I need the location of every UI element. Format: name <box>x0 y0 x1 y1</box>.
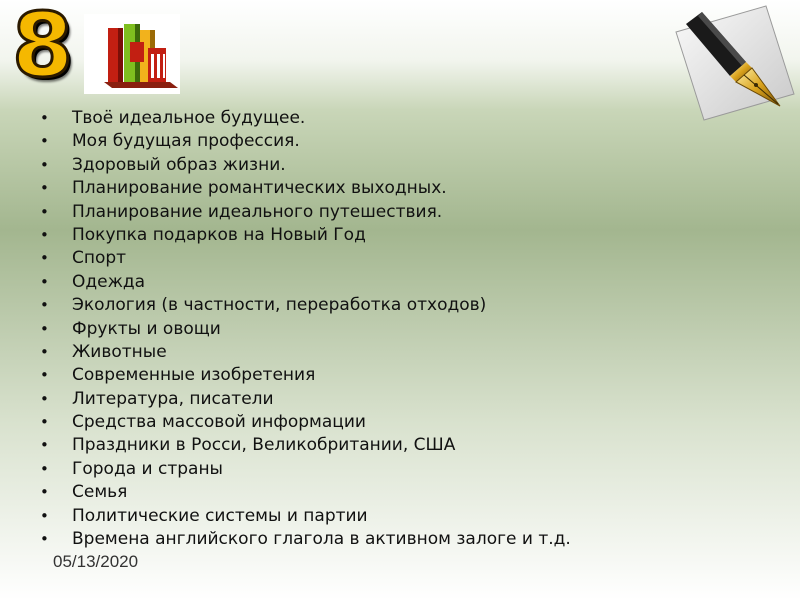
bullet-icon: • <box>40 272 49 291</box>
bullet-icon: • <box>40 366 49 385</box>
bullet-icon: • <box>40 530 49 549</box>
list-item <box>40 341 571 364</box>
list-item <box>40 271 571 294</box>
bullet-icon: • <box>40 249 49 268</box>
list-item <box>40 154 571 177</box>
bullet-icon: • <box>40 506 49 525</box>
list-item-text: Праздники в Росси, Великобритании, США <box>72 435 456 456</box>
list-item <box>40 388 571 411</box>
list-item-text: Планирование идеального путешествия. <box>72 201 443 222</box>
list-item-text: Здоровый образ жизни. <box>72 154 286 175</box>
list-item <box>40 201 571 224</box>
list-item <box>40 481 571 504</box>
list-item-text: Литература, писатели <box>72 388 274 409</box>
bullet-icon: • <box>40 132 49 151</box>
list-item <box>40 130 571 153</box>
list-item-text: Покупка подарков на Новый Год <box>72 224 366 245</box>
list-item <box>40 294 571 317</box>
list-item-text: Одежда <box>72 271 146 292</box>
list-item-text: Спорт <box>72 248 127 269</box>
bullet-icon: • <box>40 436 49 455</box>
bullet-icon: • <box>40 155 49 174</box>
list-item-text: Животные <box>72 341 167 362</box>
list-item <box>40 505 571 528</box>
list-item-text: Времена английского глагола в активном залоге и т.д. <box>72 529 571 550</box>
list-item-text: Политические системы и партии <box>72 505 368 526</box>
bullet-icon: • <box>40 342 49 361</box>
list-item <box>40 224 571 247</box>
list-item-text: Твоё идеальное будущее. <box>72 108 306 128</box>
list-item-text: Экология (в частности, переработка отходов) <box>72 295 487 316</box>
list-item <box>40 318 571 341</box>
list-item <box>40 107 571 130</box>
bullet-icon: • <box>40 202 49 221</box>
fountain-pen-icon <box>668 4 798 122</box>
bullet-icon: • <box>40 296 49 315</box>
bullet-icon: • <box>40 179 49 198</box>
topic-list <box>40 107 571 551</box>
books-icon <box>84 14 180 94</box>
bullet-icon: • <box>40 319 49 338</box>
list-item <box>40 458 571 481</box>
list-item <box>40 247 571 270</box>
list-item <box>40 364 571 387</box>
list-item <box>40 434 571 457</box>
bullet-icon: • <box>40 413 49 432</box>
bullet-icon: • <box>40 225 49 244</box>
bullet-icon: • <box>40 483 49 502</box>
list-item-text: Фрукты и овощи <box>72 318 221 339</box>
list-item-text: Города и страны <box>72 458 223 479</box>
list-item-text: Средства массовой информации <box>72 412 366 433</box>
list-item-text: Планирование романтических выходных. <box>72 178 447 199</box>
list-item <box>40 177 571 200</box>
list-item-text: Современные изобретения <box>72 365 316 386</box>
list-item-text: Семья <box>72 482 128 503</box>
bullet-icon: • <box>40 109 49 127</box>
slide-number: 8 <box>12 0 74 97</box>
bullet-icon: • <box>40 389 49 408</box>
list-item <box>40 528 571 551</box>
bullet-icon: • <box>40 459 49 478</box>
slide-date: 05/13/2020 <box>53 552 139 571</box>
list-item <box>40 411 571 434</box>
list-item-text: Моя будущая профессия. <box>72 131 300 152</box>
